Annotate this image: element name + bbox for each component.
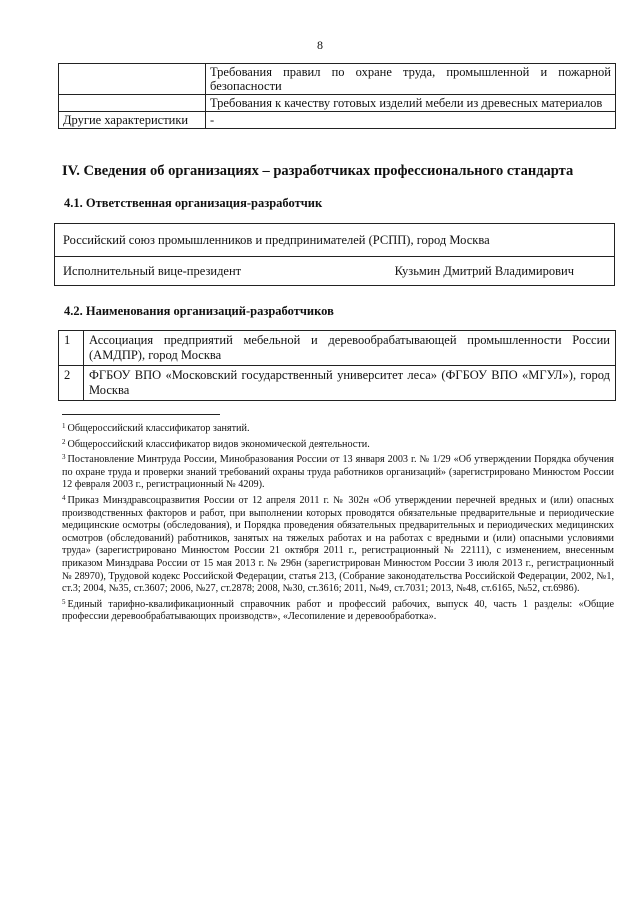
responsible-position: Исполнительный вице-президент — [63, 263, 242, 278]
responsible-person-line — [63, 264, 606, 279]
table-cell-label — [59, 64, 206, 95]
footnote — [62, 420, 614, 436]
developer-name: Ассоциация предприятий мебельной и деревообрабатывающей промышленности России (АМДПР), город Москва — [84, 331, 616, 366]
footnote-mark: 1 — [62, 422, 66, 430]
footnote-separator — [62, 414, 220, 415]
developer-number: 1 — [59, 331, 84, 366]
responsible-org-box — [54, 223, 615, 286]
table-cell-value: Требования к качеству готовых изделий мебели из древесных материалов — [206, 95, 616, 112]
footnote-mark: 4 — [62, 493, 66, 502]
section-title: IV. Сведения об организациях – разработчиках профессионального стандарта — [62, 163, 574, 179]
footnote — [62, 451, 614, 492]
responsible-org-name: Российский союз промышленников и предпринимателей (РСПП), город Москва — [55, 224, 615, 257]
table-row — [59, 95, 616, 112]
table-cell-value: - — [206, 112, 616, 129]
responsible-org-title: 4.1. Ответственная организация-разработчик — [64, 196, 323, 210]
footnote — [62, 436, 614, 452]
characteristics-table — [58, 63, 616, 129]
footnote-mark: 2 — [62, 437, 66, 446]
footnote-text: Общероссийский классификатор видов экономической деятельности. — [67, 438, 370, 450]
page-number: 8 — [317, 38, 323, 52]
developers-title: 4.2. Наименования организаций-разработчиков — [64, 304, 334, 318]
footnote-text: Общероссийский классификатор занятий. — [67, 423, 250, 434]
footnote-mark: 3 — [62, 453, 66, 462]
table-cell-value: Требования правил по охране труда, промышленной и пожарной безопасности — [206, 64, 616, 95]
footnote-text: Постановление Минтруда России, Минобразования России от 13 января 2003 г. № 1/29 «Об утверждении Порядка обучения по охране труда и проверки знаний требований охраны труда работников организаций» (зарегистрировано Минюстом России 12 февраля 2003 г., регистрационный № 4209). — [62, 454, 614, 491]
table-row — [55, 224, 615, 257]
responsible-person-cell — [55, 257, 615, 286]
footnote — [62, 492, 614, 596]
developers-table — [58, 330, 616, 401]
table-row — [59, 64, 616, 95]
table-row — [59, 112, 616, 129]
responsible-person-name: Кузьмин Дмитрий Владимирович — [394, 263, 574, 278]
table-row — [59, 366, 616, 401]
table-cell-label — [59, 95, 206, 112]
table-cell-label: Другие характеристики — [59, 112, 206, 129]
footnote — [62, 596, 614, 624]
footnote-text: Единый тарифно-квалификационный справочник работ и профессий рабочих, выпуск 40, часть 1 разделы: «Общие профессии деревообрабатывающих производств», «Лесопиление и деревообработка». — [62, 598, 614, 623]
footnote-text: Приказ Минздравсоцразвития России от 12 апреля 2011 г. № 302н «Об утверждении перечней вредных и (или) опасных производственных факторов и работ, при выполнении которых проводятся обязательные предварительные и периодические медицинские осмотры (обследования), и Порядка проведения обязательных предварительных и периодических медицинских осмотров (обследований) работников, занятых на тяжелых работах и на работах с вредными и (или) опасными условиями труда» (зарегистрировано Минюстом России 21 октября 2011 г., регистрационный № 22111), с изменением, внесенным приказом Минздрава России от 15 мая 2013 г. № 296н (зарегистрирован Минюстом России 3 июля 2013 г., регистрационный № 28970), Трудовой кодекс Российской Федерации, статья 213, (Собрание законодательства Российской Федерации, 2002, №1, ст.3; 2004, №35, ст.3607; 2006, №27, ст.2878; 2008, №30, ст.3616; 2011, №49, ст.7031; 2013, №48, ст.6165, №52, ст.6986). — [62, 494, 614, 595]
developer-name: ФГБОУ ВПО «Московский государственный университет леса» (ФГБОУ ВПО «МГУЛ»), город Москва — [84, 366, 616, 401]
table-row — [55, 257, 615, 286]
footnotes — [62, 420, 614, 624]
developer-number: 2 — [59, 366, 84, 401]
footnote-mark: 5 — [62, 597, 66, 606]
table-row — [59, 331, 616, 366]
